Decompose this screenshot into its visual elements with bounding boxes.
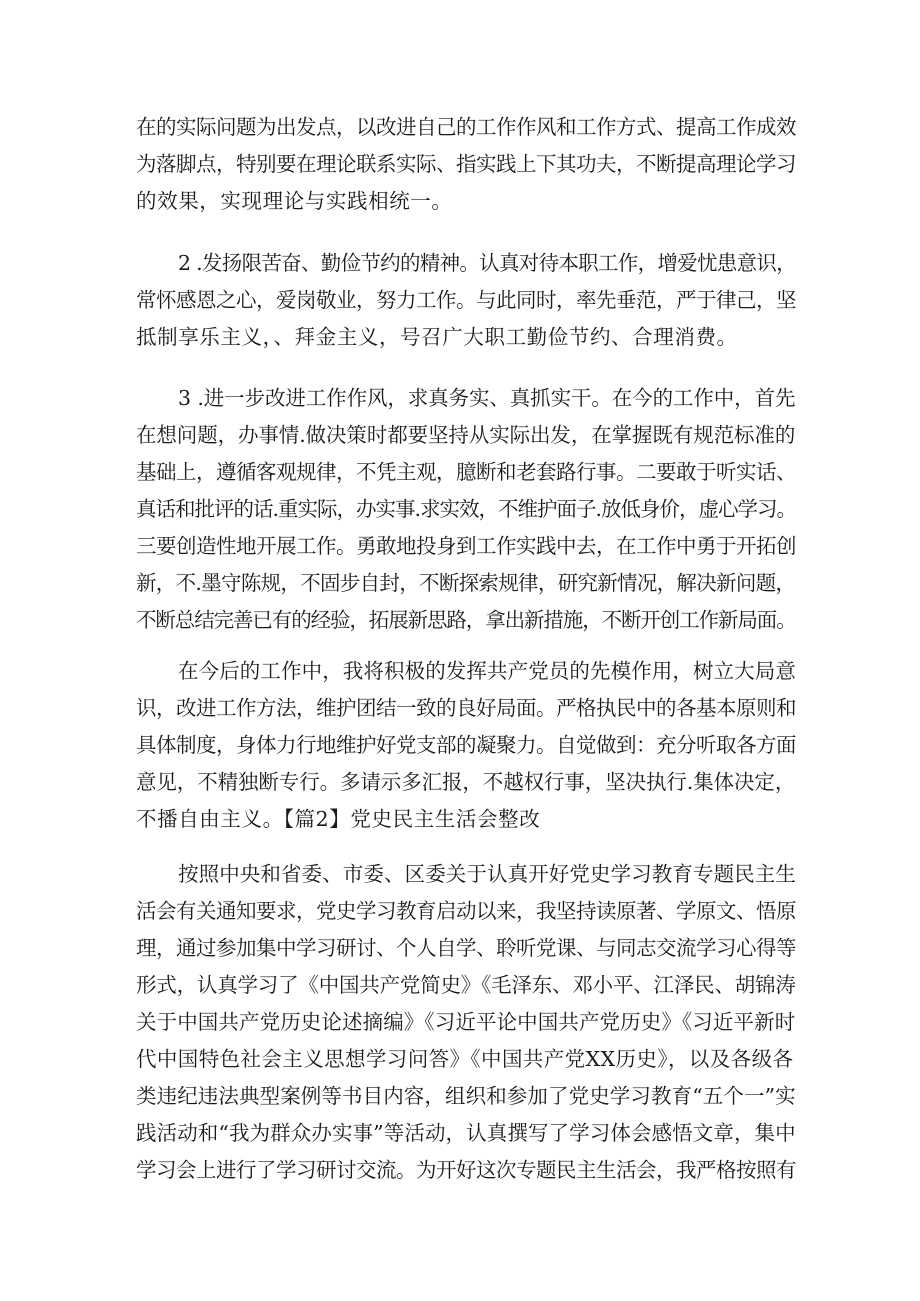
text-line: 在今后的工作中，我将积极的发挥共产党员的先模作用，树立大局意 <box>178 659 796 683</box>
paragraph-party-history-study <box>136 856 796 1189</box>
text-line: 抵制享乐主义，、拜金主义，号召广大职工勤俭节约、合理消费。 <box>136 325 738 349</box>
text-line: 在的实际问题为出发点，以改进自己的工作作风和工作方式、提高工作成效 <box>136 115 796 139</box>
text-line: 在想问题，办事情.做决策时都要坚持从实际出发，在掌握既有规范标准的 <box>136 423 796 447</box>
text-line: 践活动和“我为群众办实事”等活动，认真撰写了学习体会感悟文章，集中 <box>136 1121 796 1145</box>
text-line: 学习会上进行了学习研讨交流。为开好这次专题民主生活会，我严格按照有 <box>136 1158 796 1182</box>
text-line: 形式，认真学习了《中国共产党简史》《毛泽东、邓小平、江泽民、胡锦涛 <box>136 973 796 997</box>
text-line: 基础上，遵循客观规律，不凭主观，臆断和老套路行事。二要敢于听实话、 <box>136 460 796 484</box>
text-line: 识，改进工作方法，维护团结一致的良好局面。严格执民中的各基本原则和 <box>136 696 796 720</box>
text-line: 3 .进一步改进工作作风，求真务实、真抓实干。在今的工作中，首先 <box>178 386 796 410</box>
text-line: 新，不.墨守陈规，不固步自封，不断探索规律，研究新情况，解决新问题， <box>136 571 796 595</box>
text-line: 意见，不精独断专行。多请示多汇报，不越权行事，坚决执行.集体决定， <box>136 770 796 794</box>
text-line: 真话和批评的话.重实际，办实事.求实效，不维护面子.放低身价，虚心学习。 <box>136 497 797 521</box>
text-line: 代中国特色社会主义思想学习问答》《中国共产党XX历史》，以及各级各 <box>136 1047 794 1071</box>
paragraph-theory-practice <box>136 109 796 220</box>
text-line: 按照中央和省委、市委、区委关于认真开好党史学习教育专题民主生 <box>178 862 796 886</box>
text-line: 具体制度，身体力行地维护好党支部的凝聚力。自觉做到：充分听取各方面 <box>136 733 796 757</box>
text-line: 类违纪违法典型案例等书目内容，组织和参加了党史学习教育“五个一”实 <box>136 1084 796 1108</box>
text-line: 不断总结完善已有的经验，拓展新思路，拿出新措施，不断开创工作新局面。 <box>136 608 796 632</box>
text-line: 活会有关通知要求，党史学习教育启动以来，我坚持读原著、学原文、悟原 <box>136 899 796 923</box>
paragraph-item-3 <box>136 380 796 639</box>
text-line: 关于中国共产党历史论述摘编》《习近平论中国共产党历史》《习近平新时 <box>136 1010 796 1034</box>
text-line: 的效果，实现理论与实践相统一。 <box>136 189 453 213</box>
text-line: 三要创造性地开展工作。勇敢地投身到工作实践中去，在工作中勇于开拓创 <box>136 534 796 558</box>
text-line: 常怀感恩之心，爱岗敬业，努力工作。与此同时，率先垂范，严于律己，坚 <box>136 288 796 312</box>
paragraph-item-2 <box>136 245 796 356</box>
text-line: 2 .发扬限苦奋、勤俭节约的精神。认真对待本职工作，增爱忧患意识， <box>178 251 796 275</box>
paragraph-future-work <box>136 653 796 838</box>
text-line: 为落脚点，特别要在理论联系实际、指实践上下其功夫，不断提高理论学习 <box>136 152 796 176</box>
text-line: 不播自由主义。【篇2】党史民主生活会整改 <box>136 807 541 831</box>
text-line: 理，通过参加集中学习研讨、个人自学、聆听党课、与同志交流学习心得等 <box>136 936 796 960</box>
